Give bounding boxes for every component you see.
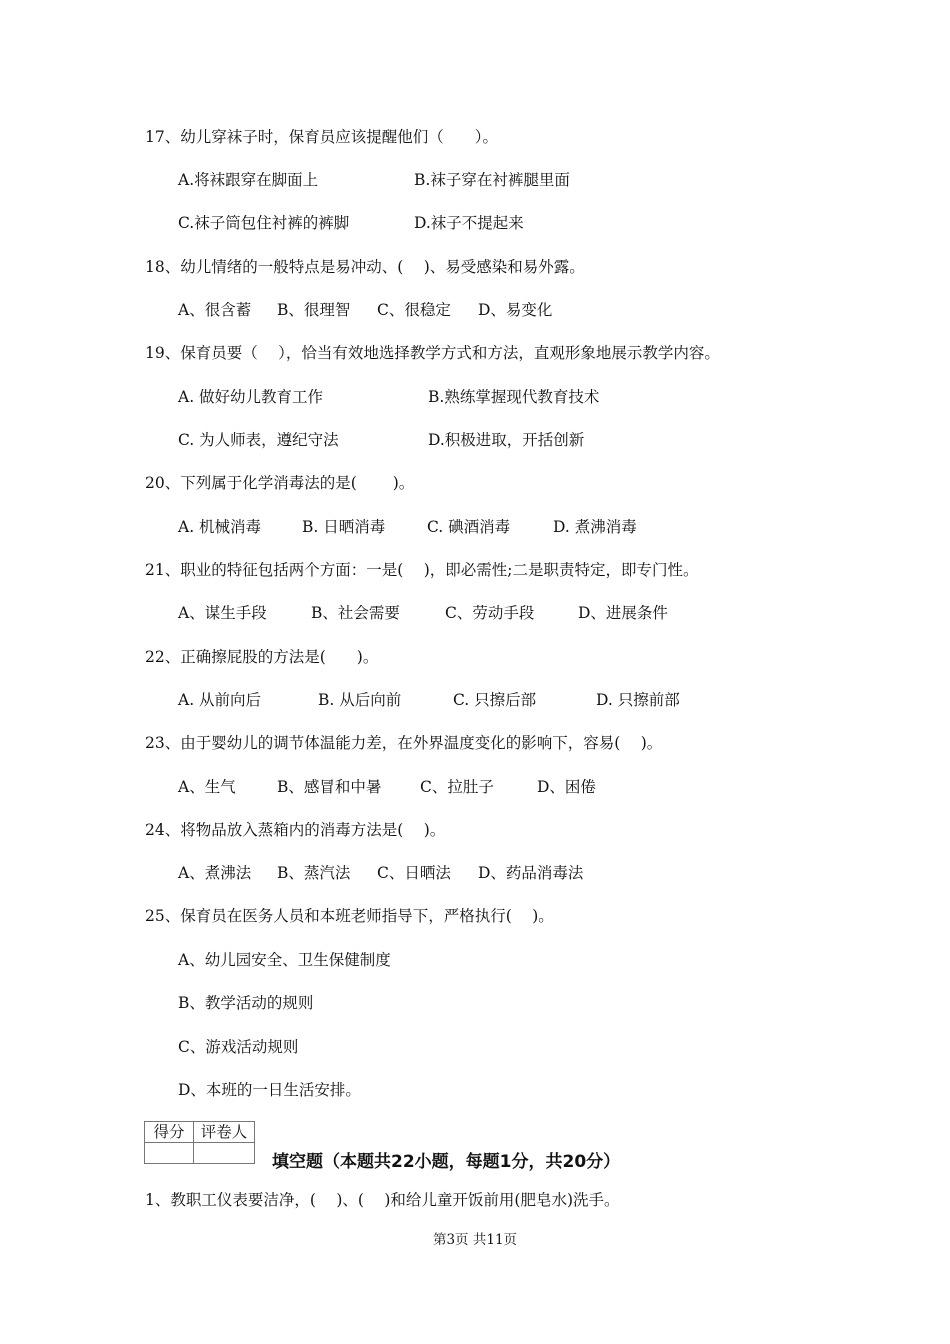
option-18b: B、很理智 <box>277 301 351 319</box>
score-cell <box>145 1143 194 1164</box>
option-24d: D、药品消毒法 <box>478 864 584 882</box>
option-24c: C、日晒法 <box>377 864 451 882</box>
option-22d: D. 只擦前部 <box>596 691 680 709</box>
option-21b: B、社会需要 <box>311 604 400 622</box>
option-25c: C、游戏活动规则 <box>178 1038 299 1056</box>
option-17d: D.袜子不提起来 <box>414 214 524 232</box>
option-23a: A、生气 <box>178 778 236 796</box>
question-21: 21、职业的特征包括两个方面：一是( )，即必需性;二是职责特定，即专门性。 <box>145 561 699 579</box>
option-17b: B.袜子穿在衬裤腿里面 <box>414 171 570 189</box>
option-22a: A. 从前向后 <box>178 691 262 709</box>
question-19: 19、保育员要（ ），恰当有效地选择教学方式和方法，直观形象地展示教学内容。 <box>145 344 720 362</box>
option-23d: D、困倦 <box>537 778 596 796</box>
option-23b: B、感冒和中暑 <box>277 778 382 796</box>
question-22: 22、正确擦屁股的方法是( )。 <box>145 648 379 666</box>
question-23: 23、由于婴幼儿的调节体温能力差，在外界温度变化的影响下，容易( )。 <box>145 734 663 752</box>
grader-cell <box>194 1143 255 1164</box>
question-20: 20、下列属于化学消毒法的是( )。 <box>145 474 415 492</box>
question-24: 24、将物品放入蒸箱内的消毒方法是( )。 <box>145 821 446 839</box>
grader-label: 评卷人 <box>194 1122 255 1143</box>
option-25b: B、教学活动的规则 <box>178 994 314 1012</box>
page-footer: 第3页 共11页 <box>432 1232 518 1248</box>
question-17: 17、幼儿穿袜子时，保育员应该提醒他们（ ）。 <box>145 128 498 146</box>
option-25d: D、本班的一日生活安排。 <box>178 1081 361 1099</box>
option-19d: D.积极进取，开括创新 <box>428 431 585 449</box>
option-20a: A. 机械消毒 <box>178 518 262 536</box>
question-25: 25、保育员在医务人员和本班老师指导下，严格执行( )。 <box>145 907 554 925</box>
option-25a: A、幼儿园安全、卫生保健制度 <box>178 951 391 969</box>
option-21d: D、进展条件 <box>578 604 668 622</box>
option-22c: C. 只擦后部 <box>453 691 537 709</box>
option-23c: C、拉肚子 <box>420 778 494 796</box>
question-18: 18、幼儿情绪的一般特点是易冲动、( )、易受感染和易外露。 <box>145 258 585 276</box>
option-19a: A. 做好幼儿教育工作 <box>178 388 324 406</box>
option-22b: B. 从后向前 <box>318 691 402 709</box>
option-24b: B、蒸汽法 <box>277 864 351 882</box>
option-20c: C. 碘酒消毒 <box>427 518 511 536</box>
option-21c: C、劳动手段 <box>445 604 535 622</box>
option-18a: A、很含蓄 <box>178 301 252 319</box>
option-19c: C. 为人师表，遵纪守法 <box>178 431 339 449</box>
option-20b: B. 日晒消毒 <box>302 518 386 536</box>
option-17a: A.将袜跟穿在脚面上 <box>178 171 319 189</box>
option-24a: A、煮沸法 <box>178 864 252 882</box>
fill-question-1: 1、教职工仪表要洁净，( )、( )和给儿童开饭前用(肥皂水)洗手。 <box>145 1191 620 1209</box>
option-18d: D、易变化 <box>478 301 553 319</box>
section-title: 填空题（本题共22小题，每题1分，共20分） <box>272 1152 621 1172</box>
score-label: 得分 <box>145 1122 194 1143</box>
option-18c: C、很稳定 <box>377 301 451 319</box>
option-17c: C.袜子筒包住衬裤的裤脚 <box>178 214 350 232</box>
score-box <box>144 1121 255 1164</box>
option-20d: D. 煮沸消毒 <box>553 518 637 536</box>
option-19b: B.熟练掌握现代教育技术 <box>428 388 600 406</box>
option-21a: A、谋生手段 <box>178 604 267 622</box>
